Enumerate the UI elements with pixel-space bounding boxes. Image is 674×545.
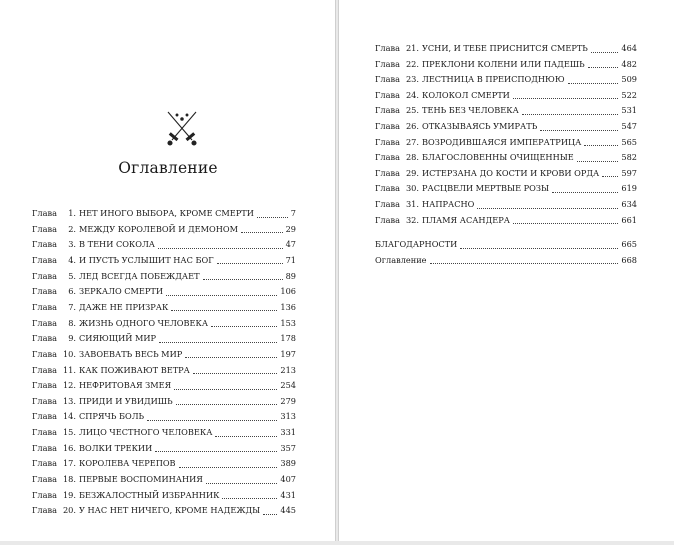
chapter-label: Глава xyxy=(375,199,400,209)
dot-leader xyxy=(171,309,277,311)
chapter-number: 27. xyxy=(405,136,419,147)
entry-title: ЛЕД ВСЕГДА ПОБЕЖДАЕТ xyxy=(79,270,200,281)
entry-title: ОТКАЗЫВАЯСЬ УМИРАТЬ xyxy=(422,121,538,131)
chapter-label: Глава xyxy=(32,270,57,281)
page-number: 71 xyxy=(285,254,296,265)
dot-leader xyxy=(176,403,278,405)
toc-entry xyxy=(32,318,296,329)
chapter-number: 23. xyxy=(405,74,419,85)
toc-entry xyxy=(32,224,296,235)
dot-leader xyxy=(193,372,277,374)
chapter-number: 32. xyxy=(405,214,419,225)
dot-leader xyxy=(211,325,277,327)
toc-entry xyxy=(32,380,296,391)
entry-title: НЕТ ИНОГО ВЫБОРА, КРОМЕ СМЕРТИ xyxy=(79,208,254,218)
toc-entry xyxy=(32,333,296,344)
entry-title: РАСЦВЕЛИ МЕРТВЫЕ РОЗЫ xyxy=(422,183,550,194)
toc-entry xyxy=(375,121,637,132)
chapter-label: Глава xyxy=(375,58,400,69)
dot-leader xyxy=(602,175,618,177)
dot-leader xyxy=(460,247,618,249)
toc-entry xyxy=(375,137,637,148)
chapter-number: 26. xyxy=(405,121,419,131)
crossed-daggers-icon xyxy=(162,106,202,150)
toc-entry xyxy=(375,255,637,266)
page-number: 213 xyxy=(280,364,296,375)
dot-leader xyxy=(552,191,618,193)
entry-title: СИЯЮЩИЙ МИР xyxy=(79,333,157,344)
dot-leader xyxy=(588,66,619,68)
chapter-number: 1. xyxy=(68,208,76,218)
toc-entry xyxy=(32,271,296,282)
dot-leader xyxy=(477,207,618,209)
entry-title: БЛАГОДАРНОСТИ xyxy=(375,239,458,249)
chapter-label: Глава xyxy=(375,152,400,163)
page-number: 279 xyxy=(280,395,296,406)
toc-title: Оглавление xyxy=(118,159,218,177)
dot-leader xyxy=(217,262,283,264)
dot-leader xyxy=(166,294,277,296)
chapter-label: Глава xyxy=(32,505,57,516)
dot-leader xyxy=(577,160,619,162)
entry-title: ДАЖЕ НЕ ПРИЗРАК xyxy=(79,301,169,312)
page-number: 29 xyxy=(285,223,296,234)
toc-entry xyxy=(32,239,296,250)
chapter-label: Глава xyxy=(375,214,400,225)
toc-entry xyxy=(375,215,637,226)
chapter-number: 15. xyxy=(62,427,76,438)
chapter-number: 13. xyxy=(62,395,76,406)
chapter-label: Глава xyxy=(32,474,57,485)
chapter-number: 2. xyxy=(68,223,76,234)
toc-entry xyxy=(32,427,296,438)
toc-entry xyxy=(32,349,296,360)
chapter-label: Глава xyxy=(32,317,57,328)
chapter-number: 25. xyxy=(405,105,419,116)
toc-entry xyxy=(32,490,296,501)
page-number: 522 xyxy=(621,89,637,100)
toc-entry xyxy=(375,105,637,116)
chapter-number: 7. xyxy=(68,301,76,312)
entry-title: КОРОЛЕВА ЧЕРЕПОВ xyxy=(79,458,176,469)
entry-title: ПЛАМЯ АСАНДЕРА xyxy=(422,214,510,225)
dot-leader xyxy=(206,482,277,484)
chapter-number: 29. xyxy=(405,167,419,178)
chapter-number: 24. xyxy=(405,89,419,100)
chapter-number: 9. xyxy=(68,333,76,344)
toc-entry xyxy=(375,43,637,54)
entry-title: ПЕРВЫЕ ВОСПОМИНАНИЯ xyxy=(79,474,203,485)
chapter-number: 3. xyxy=(68,239,76,250)
chapter-label: Глава xyxy=(32,395,57,406)
chapter-label: Глава xyxy=(32,458,57,469)
entry-title: ВОЗРОДИВШАЯСЯ ИМПЕРАТРИЦА xyxy=(422,136,582,147)
entry-title: ЛИЦО ЧЕСТНОГО ЧЕЛОВЕКА xyxy=(79,427,213,438)
chapter-number: 12. xyxy=(62,380,76,391)
dot-leader xyxy=(522,113,619,115)
toc-entry xyxy=(375,168,637,179)
page-number: 565 xyxy=(621,136,637,147)
chapter-number: 19. xyxy=(62,489,76,500)
page-number: 634 xyxy=(621,199,637,209)
entry-title: ПРИДИ И УВИДИШЬ xyxy=(79,395,173,406)
toc-entry xyxy=(375,74,637,85)
chapter-label: Глава xyxy=(32,301,57,312)
entry-title: ЛЕСТНИЦА В ПРЕИСПОДНЮЮ xyxy=(422,74,565,85)
page-number: 509 xyxy=(621,74,637,85)
chapter-label: Глава xyxy=(32,364,57,375)
page-number: 547 xyxy=(621,121,637,131)
dot-leader xyxy=(513,97,619,99)
page-number: 389 xyxy=(280,458,296,469)
dot-leader xyxy=(203,278,283,280)
dot-leader xyxy=(179,466,278,468)
dot-leader xyxy=(540,129,618,131)
page-number: 331 xyxy=(280,427,296,438)
chapter-label: Глава xyxy=(32,427,57,438)
chapter-label: Глава xyxy=(32,333,57,344)
entry-title: ЗЕРКАЛО СМЕРТИ xyxy=(79,286,164,297)
chapter-label: Глава xyxy=(375,74,400,85)
chapter-number: 10. xyxy=(62,348,76,359)
page-number: 89 xyxy=(285,270,296,281)
chapter-label: Глава xyxy=(375,167,400,178)
page-number: 597 xyxy=(621,167,637,178)
page-number: 431 xyxy=(280,489,296,500)
dot-leader xyxy=(174,388,277,390)
chapter-number: 14. xyxy=(62,411,76,422)
chapter-number: 4. xyxy=(68,254,76,265)
entry-title: ЖИЗНЬ ОДНОГО ЧЕЛОВЕКА xyxy=(79,317,209,328)
toc-entry xyxy=(32,458,296,469)
dot-leader xyxy=(222,497,277,499)
entry-title: КОЛОКОЛ СМЕРТИ xyxy=(422,89,510,100)
chapter-number: 20. xyxy=(62,505,76,516)
page-number: 661 xyxy=(621,214,637,225)
toc-entry xyxy=(32,505,296,516)
dot-leader xyxy=(591,51,619,53)
dot-leader xyxy=(185,356,277,358)
page-number: 582 xyxy=(621,152,637,163)
toc-entry xyxy=(375,152,637,163)
dot-leader xyxy=(430,262,619,264)
entry-title: НЕФРИТОВАЯ ЗМЕЯ xyxy=(79,380,172,391)
page-number: 531 xyxy=(621,105,637,116)
page-number: 665 xyxy=(621,239,637,249)
chapter-label: Глава xyxy=(32,239,57,250)
chapter-number: 31. xyxy=(405,199,419,209)
chapter-number: 18. xyxy=(62,474,76,485)
page-number: 464 xyxy=(621,43,637,53)
page-number: 7 xyxy=(290,208,296,218)
page-number: 153 xyxy=(280,317,296,328)
chapter-label: Глава xyxy=(32,223,57,234)
left-page xyxy=(0,0,336,541)
page-number: 254 xyxy=(280,380,296,391)
entry-title: МЕЖДУ КОРОЛЕВОЙ И ДЕМОНОМ xyxy=(79,223,238,234)
page-number: 619 xyxy=(621,183,637,194)
chapter-label: Глава xyxy=(32,348,57,359)
dot-leader xyxy=(513,222,618,224)
entry-title: ПРЕКЛОНИ КОЛЕНИ ИЛИ ПАДЕШЬ xyxy=(422,58,585,69)
page-number: 482 xyxy=(621,58,637,69)
chapter-label: Глава xyxy=(375,43,400,53)
entry-title: ВОЛКИ ТРЕКИИ xyxy=(79,442,153,453)
chapter-number: 28. xyxy=(405,152,419,163)
chapter-label: Глава xyxy=(32,208,57,218)
dot-leader xyxy=(241,231,283,233)
toc-entry xyxy=(32,255,296,266)
toc-entry xyxy=(32,443,296,454)
right-page xyxy=(338,0,674,541)
dot-leader xyxy=(584,144,618,146)
dot-leader xyxy=(159,341,277,343)
chapter-label: Глава xyxy=(375,136,400,147)
dot-leader xyxy=(158,247,283,249)
page-number: 197 xyxy=(280,348,296,359)
dot-leader xyxy=(257,216,288,218)
entry-title: ЗАВОЕВАТЬ ВЕСЬ МИР xyxy=(79,348,183,359)
toc-entry xyxy=(32,411,296,422)
entry-title: УСНИ, И ТЕБЕ ПРИСНИТСЯ СМЕРТЬ xyxy=(422,43,588,53)
entry-title: КАК ПОЖИВАЮТ ВЕТРА xyxy=(79,364,190,375)
entry-title: В ТЕНИ СОКОЛА xyxy=(79,239,155,250)
entry-title: НАПРАСНО xyxy=(422,199,475,209)
page-number: 668 xyxy=(621,254,637,265)
chapter-label: Глава xyxy=(375,89,400,100)
chapter-label: Глава xyxy=(32,442,57,453)
toc-entry xyxy=(32,396,296,407)
toc-entry xyxy=(375,59,637,70)
toc-entry xyxy=(375,90,637,101)
page-number: 313 xyxy=(280,411,296,422)
toc-entry xyxy=(32,302,296,313)
toc-entry xyxy=(32,474,296,485)
chapter-number: 22. xyxy=(405,58,419,69)
chapter-label: Глава xyxy=(32,286,57,297)
chapter-label: Глава xyxy=(32,254,57,265)
chapter-label: Глава xyxy=(375,121,400,131)
toc-entry xyxy=(375,239,637,250)
toc-entry xyxy=(375,183,637,194)
chapter-number: 8. xyxy=(68,317,76,328)
toc-entry xyxy=(32,208,296,219)
entry-title: Оглавление xyxy=(375,254,427,265)
dot-leader xyxy=(568,82,619,84)
chapter-number: 17. xyxy=(62,458,76,469)
chapter-label: Глава xyxy=(32,380,57,391)
chapter-number: 11. xyxy=(62,364,76,375)
dot-leader xyxy=(215,435,277,437)
toc-entry xyxy=(32,286,296,297)
chapter-label: Глава xyxy=(375,183,400,194)
entry-title: ТЕНЬ БЕЗ ЧЕЛОВЕКА xyxy=(422,105,519,116)
page-number: 106 xyxy=(280,286,296,297)
page-number: 357 xyxy=(280,442,296,453)
page-number: 445 xyxy=(280,505,296,516)
page-number: 178 xyxy=(280,333,296,344)
entry-title: ИСТЕРЗАНА ДО КОСТИ И КРОВИ ОРДА xyxy=(422,167,600,178)
chapter-number: 21. xyxy=(405,43,419,53)
page-number: 136 xyxy=(280,301,296,312)
entry-title: СПРЯЧЬ БОЛЬ xyxy=(79,411,145,422)
chapter-number: 6. xyxy=(68,286,76,297)
chapter-label: Глава xyxy=(32,489,57,500)
page-number: 47 xyxy=(285,239,296,250)
toc-entry xyxy=(32,365,296,376)
chapter-label: Глава xyxy=(32,411,57,422)
chapter-label: Глава xyxy=(375,105,400,116)
dot-leader xyxy=(155,450,277,452)
dot-leader xyxy=(147,419,277,421)
toc-entry xyxy=(375,199,637,210)
entry-title: БЕЗЖАЛОСТНЫЙ ИЗБРАННИК xyxy=(79,489,220,500)
dot-leader xyxy=(263,513,277,515)
entry-title: И ПУСТЬ УСЛЫШИТ НАС БОГ xyxy=(79,254,214,265)
chapter-number: 5. xyxy=(68,270,76,281)
chapter-number: 16. xyxy=(62,442,76,453)
entry-title: У НАС НЕТ НИЧЕГО, КРОМЕ НАДЕЖДЫ xyxy=(79,505,261,516)
entry-title: БЛАГОСЛОВЕННЫ ОЧИЩЕННЫЕ xyxy=(422,152,574,163)
chapter-number: 30. xyxy=(405,183,419,194)
page-number: 407 xyxy=(280,474,296,485)
